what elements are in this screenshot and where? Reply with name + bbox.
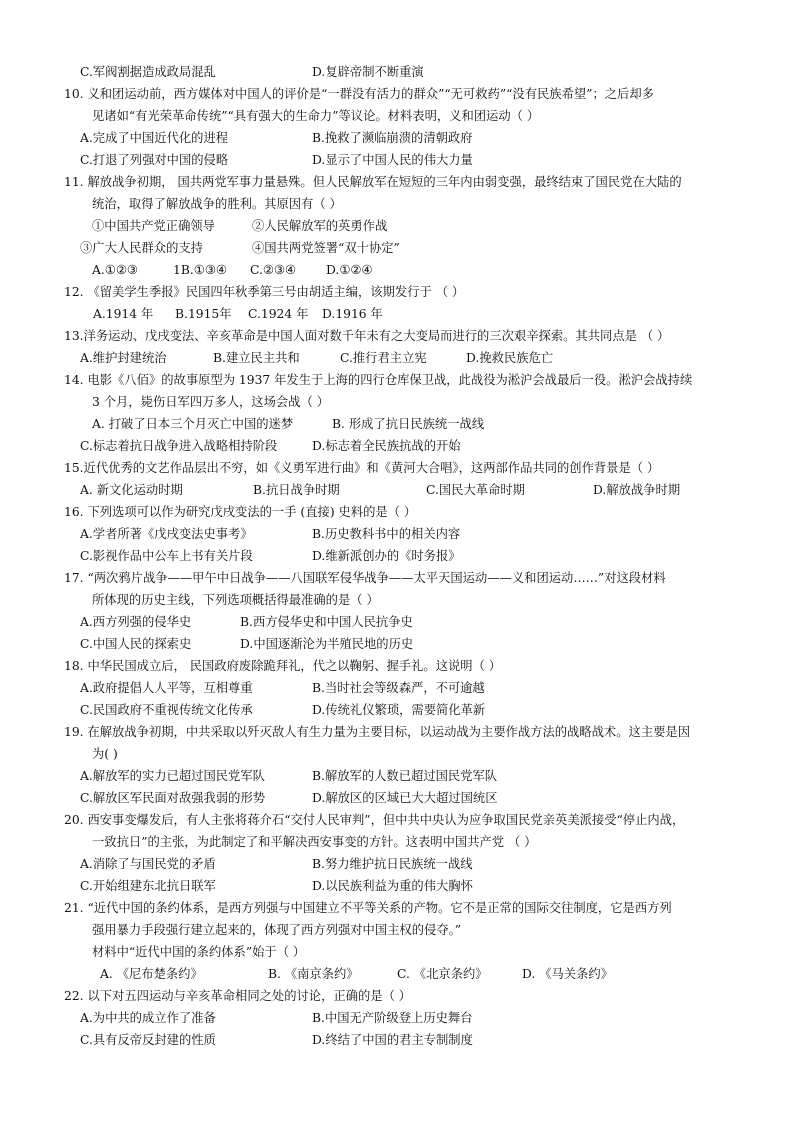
question-21-prompt: 材料中“近代中国的条约体系”始于（ ） (92, 945, 306, 959)
question-14-stem-cont: 3 个月，毙伤日军四万多人，这场会战（ ） (92, 395, 329, 409)
option-b[interactable]: B.挽救了濒临崩溃的清朝政府 (312, 131, 473, 145)
option-c[interactable]: C.推行君主立宪 (340, 351, 427, 365)
option-a[interactable]: A. 新文化运动时期 (80, 483, 183, 497)
option-c[interactable]: C.民国政府不重视传统文化传承 (80, 703, 253, 717)
option-row (0, 677, 793, 699)
option-a[interactable]: A. 《尼布楚条约》 (100, 967, 203, 981)
question-13-stem: 13.洋务运动、戊戌变法、辛亥革命是中国人面对数千年未有之大变局而进行的三次艰辛探索。其共同点是 （ ） (64, 329, 670, 343)
question-19-stem-cont: 为( ) (92, 747, 118, 761)
option-a[interactable]: A.完成了中国近代化的进程 (80, 131, 229, 145)
option-d[interactable]: D.以民族利益为重的伟大胸怀 (312, 879, 473, 893)
option-d[interactable]: D.终结了中国的君主专制制度 (312, 1033, 473, 1047)
option-a[interactable]: A.学者所著《戊戌变法史事考》 (80, 527, 253, 541)
option-c[interactable]: C.解放区军民面对敌强我弱的形势 (80, 791, 266, 805)
option-a[interactable]: A.为中共的成立作了准备 (80, 1011, 216, 1025)
statement-4: ④国共两党签署“双十协定” (252, 241, 400, 255)
option-d[interactable]: D.解放战争时期 (593, 483, 681, 497)
option-d[interactable]: D. 《马关条约》 (522, 967, 614, 981)
statement-row (0, 237, 793, 259)
question-20-stem: 20. 西安事变爆发后，有人主张将蒋介石“交付人民审判”，但中共中央认为应争取国民党亲英美派接受“停止内战， (64, 813, 685, 827)
option-c[interactable]: C.军阀割据造成政局混乱 (80, 65, 216, 79)
question-17-stem-cont: 所体现的历史主线，下列选项概括得最准确的是（ ） (92, 593, 379, 607)
option-b[interactable]: B.当时社会等级森严，不可逾越 (312, 681, 485, 695)
option-row (0, 853, 793, 875)
option-a[interactable]: A.1914 年 (93, 307, 154, 321)
option-d[interactable]: D.挽救民族危亡 (466, 351, 554, 365)
option-b[interactable]: B.中国无产阶级登上历史舞台 (312, 1011, 473, 1025)
option-row (0, 611, 793, 633)
option-row (0, 1029, 793, 1051)
option-c[interactable]: C.开始组建东北抗日联军 (80, 879, 216, 893)
option-b[interactable]: B. 形成了抗日民族统一战线 (332, 417, 485, 431)
statement-3: ③广大人民群众的支持 (80, 241, 203, 255)
statement-row (0, 215, 793, 237)
question-14-stem: 14. 电影《八佰》的故事原型为 1937 年发生于上海的四行仓库保卫战，此战役为淞沪会战最后一役。淞沪会战持续 (64, 373, 693, 387)
option-d[interactable]: D.显示了中国人民的伟大力量 (312, 153, 473, 167)
question-17-stem: 17. “两次鸦片战争——甲午中日战争——八国联军侵华战争——太平天国运动——义和团运动……”对这段材料 (64, 571, 666, 585)
option-row (0, 61, 793, 83)
option-a[interactable]: A.政府提倡人人平等，互相尊重 (80, 681, 253, 695)
option-c[interactable]: C.中国人民的探索史 (80, 637, 192, 651)
option-row (0, 303, 793, 325)
option-c[interactable]: C.具有反帝反封建的性质 (80, 1033, 216, 1047)
option-row (0, 545, 793, 567)
question-19-stem: 19. 在解放战争初期，中共采取以歼灭敌人有生力量为主要目标，以运动战为主要作战方法的战略战术。这主要是因 (64, 725, 691, 739)
option-c[interactable]: C.标志着抗日战争进入战略相持阶段 (80, 439, 278, 453)
option-c[interactable]: C.②③④ (250, 263, 296, 277)
option-c[interactable]: C.打退了列强对中国的侵略 (80, 153, 229, 167)
option-d[interactable]: D.1916 年 (322, 307, 383, 321)
question-21-stem-cont: 强用暴力手段强行建立起来的，体现了西方列强对中国主权的侵夺。” (92, 923, 462, 937)
option-b[interactable]: B.西方侵华史和中国人民抗争史 (240, 615, 413, 629)
option-row (0, 963, 793, 985)
option-row (0, 259, 793, 281)
option-b[interactable]: B.1915年 (175, 307, 232, 321)
option-row (0, 875, 793, 897)
option-row (0, 699, 793, 721)
option-b[interactable]: B.努力维护抗日民族统一战线 (312, 857, 473, 871)
question-12-stem: 12. 《留美学生季报》民国四年秋季第三号由胡适主编，该期发行于 （ ） (64, 285, 465, 299)
option-row (0, 347, 793, 369)
option-a[interactable]: A.维护封建统治 (80, 351, 167, 365)
option-b[interactable]: B.历史教科书中的相关内容 (312, 527, 461, 541)
option-b[interactable]: B.抗日战争时期 (253, 483, 340, 497)
option-c[interactable]: C.影视作品中公车上书有关片段 (80, 549, 253, 563)
question-10-stem: 10. 义和团运动前，西方媒体对中国人的评价是“一群没有活力的群众”“无可救药”“没有民族希望”；之后却多 (64, 87, 654, 101)
question-11-stem: 11. 解放战争初期， 国共两党军事力量悬殊。但人民解放军在短短的三年内由弱变强，最终结束了国民党在大陆的 (64, 175, 682, 189)
option-a[interactable]: A.西方列强的侵华史 (80, 615, 192, 629)
question-16-stem: 16. 下列选项可以作为研究戊戌变法的一手 (直接) 史料的是（ ） (64, 505, 417, 519)
option-row (0, 127, 793, 149)
option-row (0, 633, 793, 655)
question-10-stem-cont: 见诸如“有光荣革命传统”“具有强大的生命力”等议论。材料表明，义和团运动（ ） (92, 109, 540, 123)
option-a[interactable]: A.消除了与国民党的矛盾 (80, 857, 216, 871)
option-d[interactable]: D.传统礼仪繁琐，需要简化革新 (312, 703, 486, 717)
option-d[interactable]: D.解放区的区域已大大超过国统区 (312, 791, 498, 805)
option-d[interactable]: D.维新派创办的《时务报》 (312, 549, 461, 563)
question-22-stem: 22. 以下对五四运动与辛亥革命相同之处的讨论，正确的是（ ） (64, 989, 412, 1003)
option-b[interactable]: B.解放军的人数已超过国民党军队 (312, 769, 498, 783)
option-d[interactable]: D.复辟帝制不断重演 (312, 65, 424, 79)
question-20-stem-cont: 一致抗日”的主张，为此制定了和平解决西安事变的方针。这表明中国共产党 （ ） (92, 835, 537, 849)
question-11-stem-cont: 统治，取得了解放战争的胜利。其原因有（ ） (92, 197, 342, 211)
statement-2: ②人民解放军的英勇作战 (252, 219, 388, 233)
option-a[interactable]: A.解放军的实力已超过国民党军队 (80, 769, 265, 783)
statement-1: ①中国共产党正确领导 (92, 219, 215, 233)
question-21-stem: 21. “近代中国的条约体系，是西方列强与中国建立不平等关系的产物。它不是正常的国际交往制度，它是西方列 (64, 901, 672, 915)
question-15-stem: 15.近代优秀的文艺作品层出不穷，如《义勇军进行曲》和《黄河大合唱》，这两部作品共同的创作背景是（ ） (64, 461, 660, 475)
option-row (0, 523, 793, 545)
option-row (0, 765, 793, 787)
option-b[interactable]: B. 《南京条约》 (268, 967, 359, 981)
option-d[interactable]: D.标志着全民族抗战的开始 (312, 439, 461, 453)
option-d[interactable]: D.①②④ (326, 263, 373, 277)
option-c[interactable]: C.国民大革命时期 (426, 483, 525, 497)
exam-page (0, 61, 793, 1051)
option-d[interactable]: D.中国逐渐沦为半殖民地的历史 (240, 637, 414, 651)
option-a[interactable]: A.①②③ (92, 263, 138, 277)
option-c[interactable]: C. 《北京条约》 (397, 967, 488, 981)
option-row (0, 149, 793, 171)
question-18-stem: 18. 中华民国成立后， 民国政府废除跪拜礼，代之以鞠躬、握手礼。这说明（ ） (64, 659, 502, 673)
option-row (0, 435, 793, 457)
option-b[interactable]: B.建立民主共和 (213, 351, 300, 365)
option-b[interactable]: 1B.①③④ (173, 263, 227, 277)
option-c[interactable]: C.1924 年 (248, 307, 309, 321)
option-row (0, 413, 793, 435)
option-row (0, 1007, 793, 1029)
option-a[interactable]: A. 打破了日本三个月灭亡中国的迷梦 (92, 417, 294, 431)
option-row (0, 479, 793, 501)
option-row (0, 787, 793, 809)
